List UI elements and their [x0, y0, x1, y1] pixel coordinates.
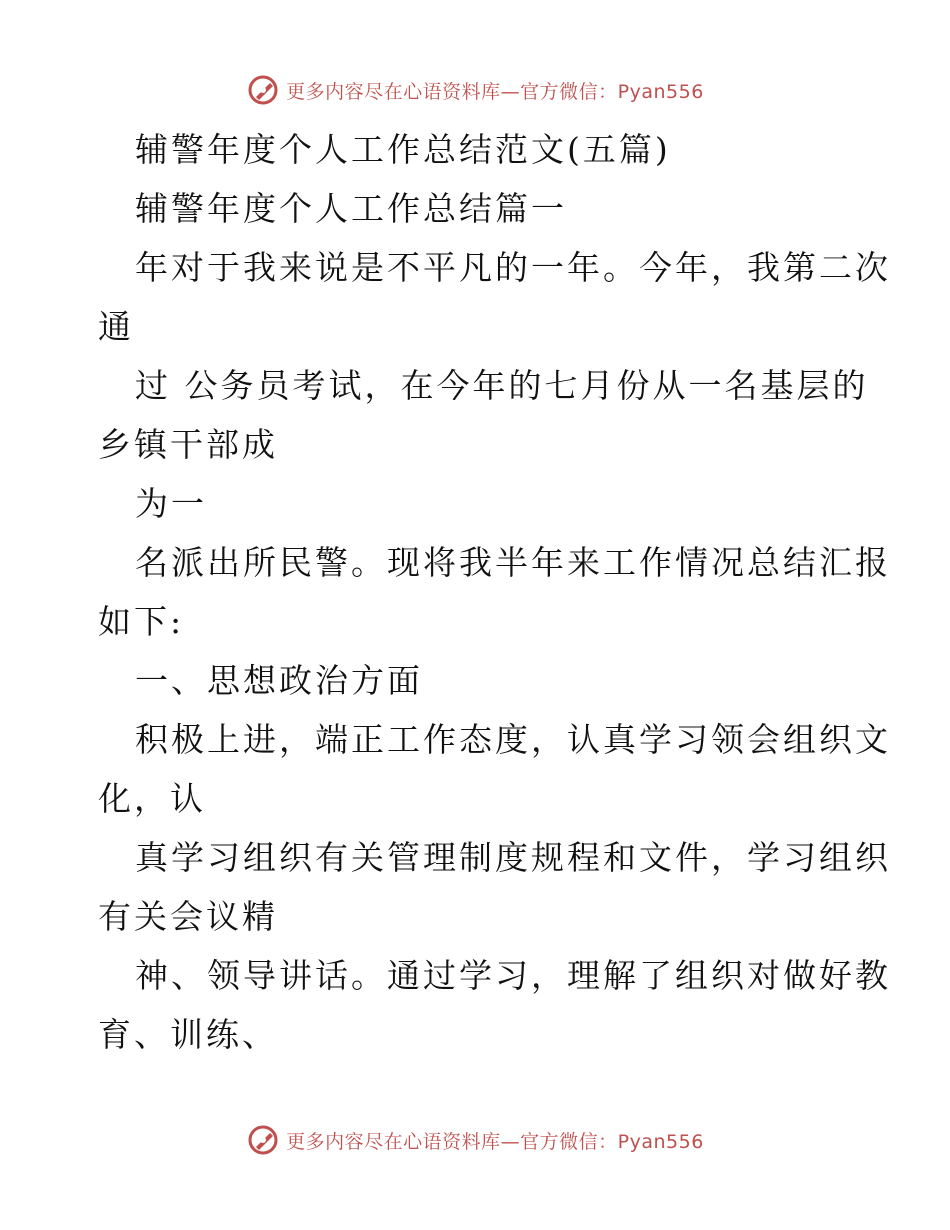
text-line: 为一	[135, 484, 207, 523]
banner-text: 更多内容尽在心语资料库—官方微信：Pyan556	[286, 1130, 704, 1153]
text-line: 年对于我来说是不平凡的一年。今年，我第二次	[135, 248, 891, 287]
footer-banner	[0, 1120, 950, 1160]
text-line: 育、训练、	[98, 1015, 278, 1054]
text-line: 有关会议精	[98, 897, 278, 936]
text-line: 如下:	[98, 602, 185, 641]
text-line: 过 公务员考试，在今年的七月份从一名基层的	[135, 366, 869, 405]
banner-text: 更多内容尽在心语资料库—官方微信：Pyan556	[286, 80, 704, 103]
text-line: 化，认	[98, 779, 206, 818]
text-line: 辅警年度个人工作总结篇一	[135, 189, 567, 228]
document-body	[98, 120, 891, 1064]
text-line: 通	[98, 307, 134, 346]
header-banner	[0, 70, 950, 110]
text-line: 一、思想政治方面	[135, 661, 423, 700]
text-line: 乡镇干部成	[98, 425, 278, 464]
pen-logo-icon	[246, 73, 280, 107]
text-line: 真学习组织有关管理制度规程和文件，学习组织	[135, 838, 891, 877]
pen-logo-icon	[246, 1123, 280, 1157]
text-line: 辅警年度个人工作总结范文(五篇)	[135, 130, 671, 169]
text-line: 神、领导讲话。通过学习，理解了组织对做好教	[135, 956, 891, 995]
text-line: 名派出所民警。现将我半年来工作情况总结汇报	[135, 543, 891, 582]
text-line: 积极上进，端正工作态度，认真学习领会组织文	[135, 720, 891, 759]
